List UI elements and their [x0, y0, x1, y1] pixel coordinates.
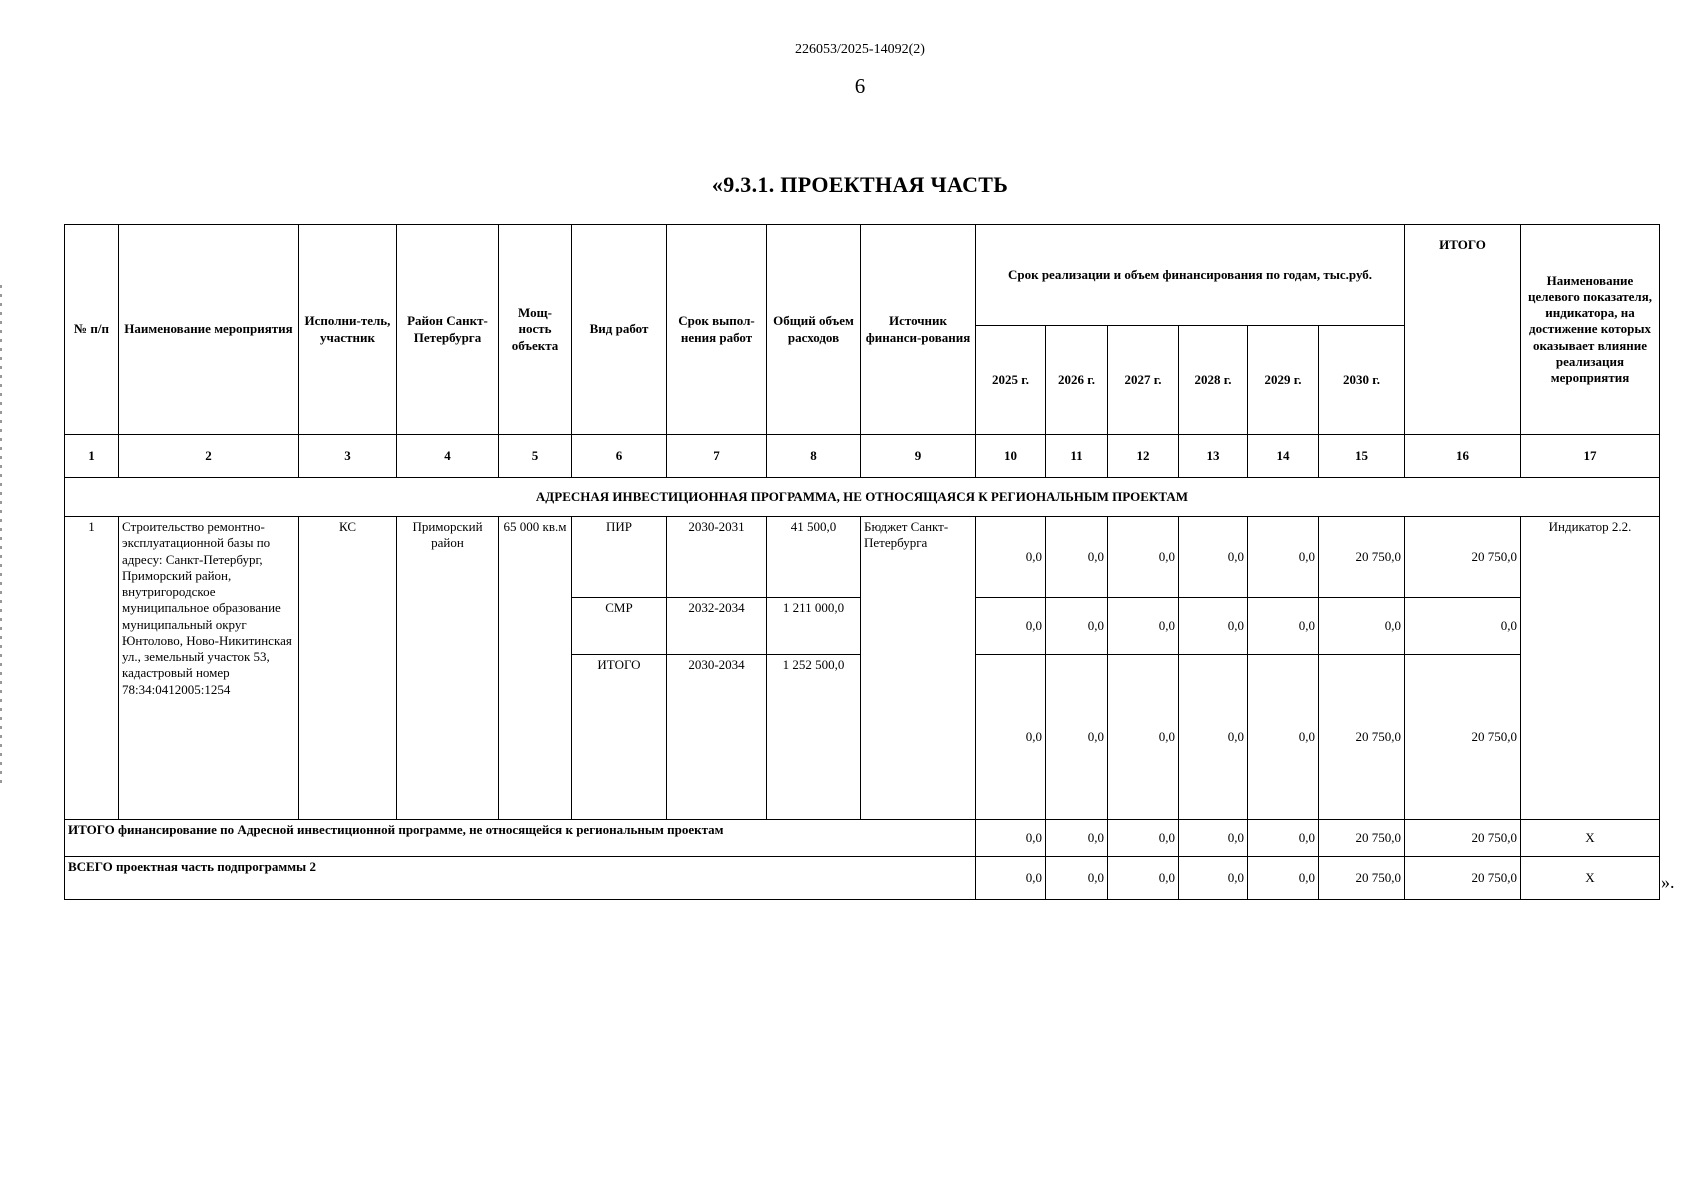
- value-2025: 0,0: [976, 598, 1046, 655]
- total-itogo: 20 750,0: [1405, 857, 1521, 900]
- column-number: 9: [861, 435, 976, 478]
- section-heading: «9.3.1. ПРОЕКТНАЯ ЧАСТЬ: [711, 172, 1009, 197]
- value-2028: 0,0: [1179, 598, 1248, 655]
- column-number: 11: [1046, 435, 1108, 478]
- work-type: ПИР: [572, 517, 667, 598]
- header-term: Срок выпол-нения работ: [667, 225, 767, 435]
- column-number: 6: [572, 435, 667, 478]
- value-2029: 0,0: [1248, 598, 1319, 655]
- header-executor: Исполни-тель, участник: [299, 225, 397, 435]
- value-2030: 20 750,0: [1319, 655, 1405, 820]
- item-source: Бюджет Санкт-Петербурга: [861, 517, 976, 820]
- value-2027: 0,0: [1108, 598, 1179, 655]
- totals-row: [65, 820, 1660, 857]
- column-number: 1: [65, 435, 119, 478]
- value-2026: 0,0: [1046, 598, 1108, 655]
- totals-row: [65, 857, 1660, 900]
- total-itogo: 20 750,0: [1405, 820, 1521, 857]
- header-year-2030: 2030 г.: [1319, 326, 1405, 435]
- item-executor: КС: [299, 517, 397, 820]
- value-2028: 0,0: [1179, 655, 1248, 820]
- item-district: Приморский район: [397, 517, 499, 820]
- item-indicator: Индикатор 2.2.: [1521, 517, 1660, 820]
- work-term: 2030-2031: [667, 517, 767, 598]
- total-2030: 20 750,0: [1319, 820, 1405, 857]
- header-num: № п/п: [65, 225, 119, 435]
- column-number: 3: [299, 435, 397, 478]
- section-row: [65, 478, 1660, 517]
- header-capacity: Мощ-ность объекта: [499, 225, 572, 435]
- item-capacity: 65 000 кв.м: [499, 517, 572, 820]
- work-type: ИТОГО: [572, 655, 667, 820]
- header-year-2027: 2027 г.: [1108, 326, 1179, 435]
- totals-label: ИТОГО финансирование по Адресной инвестиционной программе, не относящейся к региональным проектам: [65, 820, 976, 857]
- header-year-2028: 2028 г.: [1179, 326, 1248, 435]
- value-2030: 20 750,0: [1319, 517, 1405, 598]
- header-itogo: ИТОГО: [1405, 225, 1521, 435]
- header-district: Район Санкт-Петербурга: [397, 225, 499, 435]
- header-total-expense: Общий объем расходов: [767, 225, 861, 435]
- header-year-2029: 2029 г.: [1248, 326, 1319, 435]
- table-row: [65, 517, 1660, 598]
- header-indicator: Наименование целевого показателя, индикатора, на достижение которых оказывает влияние реализация мероприятия: [1521, 225, 1660, 435]
- value-2029: 0,0: [1248, 655, 1319, 820]
- column-number: 15: [1319, 435, 1405, 478]
- work-total: 1 211 000,0: [767, 598, 861, 655]
- work-total: 1 252 500,0: [767, 655, 861, 820]
- total-2029: 0,0: [1248, 857, 1319, 900]
- column-number: 4: [397, 435, 499, 478]
- column-number: 2: [119, 435, 299, 478]
- value-2025: 0,0: [976, 655, 1046, 820]
- column-number: 14: [1248, 435, 1319, 478]
- value-2025: 0,0: [976, 517, 1046, 598]
- total-mark: Х: [1521, 820, 1660, 857]
- value-itogo: 20 750,0: [1405, 655, 1521, 820]
- header-row-1: [65, 225, 1660, 326]
- column-number: 10: [976, 435, 1046, 478]
- section-title: АДРЕСНАЯ ИНВЕСТИЦИОННАЯ ПРОГРАММА, НЕ ОТНОСЯЩАЯСЯ К РЕГИОНАЛЬНЫМ ПРОЕКТАМ: [65, 478, 1660, 517]
- total-2028: 0,0: [1179, 857, 1248, 900]
- total-2027: 0,0: [1108, 857, 1179, 900]
- closing-quote: ».: [1661, 872, 1675, 892]
- total-2030: 20 750,0: [1319, 857, 1405, 900]
- header-years-group: Срок реализации и объем финансирования по годам, тыс.руб.: [976, 225, 1405, 326]
- column-number: 13: [1179, 435, 1248, 478]
- total-mark: Х: [1521, 857, 1660, 900]
- value-2026: 0,0: [1046, 517, 1108, 598]
- total-2027: 0,0: [1108, 820, 1179, 857]
- column-number: 5: [499, 435, 572, 478]
- header-source: Источник финанси-рования: [861, 225, 976, 435]
- header-work-type: Вид работ: [572, 225, 667, 435]
- column-number: 16: [1405, 435, 1521, 478]
- work-term: 2032-2034: [667, 598, 767, 655]
- item-name: Строительство ремонтно-эксплуатационной базы по адресу: Санкт-Петербург, Приморский район, внутригородское муниципальное образование муниципальный округ Юнтолово, Ново-Никитинская ул., земельный участок 53, кадастровый номер 78:34:0412005:1254: [119, 517, 299, 820]
- value-2028: 0,0: [1179, 517, 1248, 598]
- totals-label: ВСЕГО проектная часть подпрограммы 2: [65, 857, 976, 900]
- total-2025: 0,0: [976, 857, 1046, 900]
- work-type: СМР: [572, 598, 667, 655]
- value-2030: 0,0: [1319, 598, 1405, 655]
- value-2027: 0,0: [1108, 655, 1179, 820]
- item-number: 1: [65, 517, 119, 820]
- financing-table: [64, 224, 1660, 900]
- value-2027: 0,0: [1108, 517, 1179, 598]
- header-year-2026: 2026 г.: [1046, 326, 1108, 435]
- page-number: 6: [854, 74, 866, 98]
- column-number: 12: [1108, 435, 1179, 478]
- total-2026: 0,0: [1046, 857, 1108, 900]
- total-2028: 0,0: [1179, 820, 1248, 857]
- total-2025: 0,0: [976, 820, 1046, 857]
- document-number: 226053/2025-14092(2): [795, 42, 925, 57]
- value-2029: 0,0: [1248, 517, 1319, 598]
- column-number: 17: [1521, 435, 1660, 478]
- total-2029: 0,0: [1248, 820, 1319, 857]
- value-itogo: 0,0: [1405, 598, 1521, 655]
- scan-edge-marks: [0, 285, 2, 785]
- value-itogo: 20 750,0: [1405, 517, 1521, 598]
- work-term: 2030-2034: [667, 655, 767, 820]
- column-number: 8: [767, 435, 861, 478]
- column-numbers-row: [65, 435, 1660, 478]
- header-year-2025: 2025 г.: [976, 326, 1046, 435]
- value-2026: 0,0: [1046, 655, 1108, 820]
- work-total: 41 500,0: [767, 517, 861, 598]
- total-2026: 0,0: [1046, 820, 1108, 857]
- column-number: 7: [667, 435, 767, 478]
- header-name: Наименование мероприятия: [119, 225, 299, 435]
